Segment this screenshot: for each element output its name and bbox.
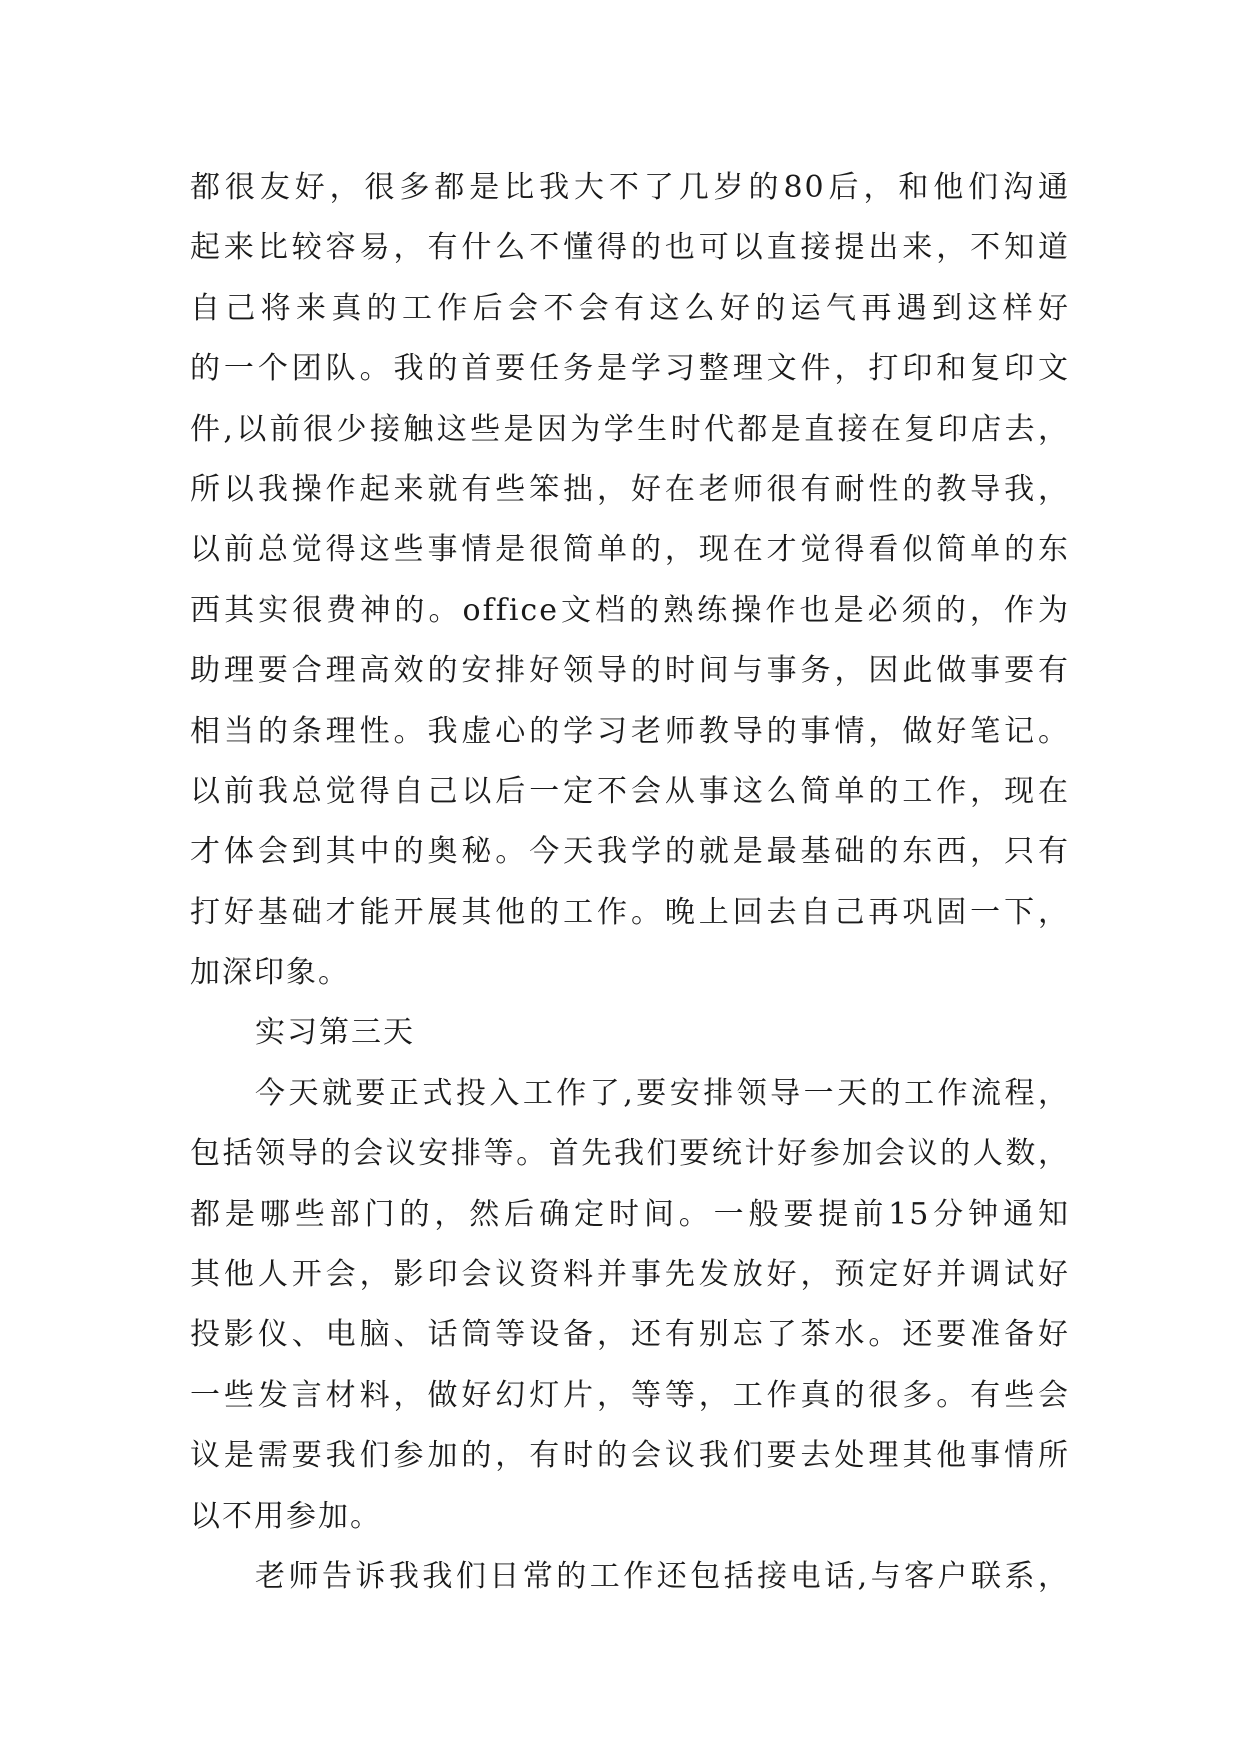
text-line: 才体会到其中的奥秘。今天我学的就是最基础的东西，只有	[190, 834, 1070, 870]
text-line: 西其实很费神的。office文档的熟练操作也是必须的，作为	[190, 592, 1070, 628]
text-line: 打好基础才能开展其他的工作。晚上回去自己再巩固一下，	[190, 894, 1070, 930]
text-line: 件,以前很少接触这些是因为学生时代都是直接在复印店去，	[190, 411, 1070, 447]
text-line: 投影仪、电脑、话筒等设备，还有别忘了茶水。还要准备好	[190, 1317, 1070, 1353]
text-line: 包括领导的会议安排等。首先我们要统计好参加会议的人数，	[190, 1136, 1070, 1172]
text-line: 加深印象。	[190, 955, 350, 991]
text-line: 相当的条理性。我虚心的学习老师教导的事情，做好笔记。	[190, 713, 1070, 749]
text-line: 自己将来真的工作后会不会有这么好的运气再遇到这样好	[190, 290, 1070, 326]
text-line: 以前总觉得这些事情是很简单的，现在才觉得看似简单的东	[190, 532, 1070, 568]
text-line: 都很友好，很多都是比我大不了几岁的80后，和他们沟通	[190, 170, 1070, 205]
text-line: 都是哪些部门的，然后确定时间。一般要提前15分钟通知	[190, 1196, 1070, 1232]
document-body	[190, 158, 1070, 1607]
text-line: 的一个团队。我的首要任务是学习整理文件，打印和复印文	[190, 351, 1070, 387]
text-line: 助理要合理高效的安排好领导的时间与事务，因此做事要有	[190, 653, 1070, 689]
text-line: 以不用参加。	[190, 1498, 382, 1534]
section-heading: 实习第三天	[255, 1015, 415, 1051]
text-line: 以前我总觉得自己以后一定不会从事这么简单的工作，现在	[190, 773, 1070, 809]
text-line: 今天就要正式投入工作了,要安排领导一天的工作流程，	[255, 1075, 1070, 1111]
text-line: 议是需要我们参加的，有时的会议我们要去处理其他事情所	[190, 1438, 1070, 1474]
text-line: 一些发言材料，做好幻灯片，等等，工作真的很多。有些会	[190, 1377, 1070, 1413]
text-line: 老师告诉我我们日常的工作还包括接电话,与客户联系，	[255, 1558, 1070, 1594]
text-line: 所以我操作起来就有些笨拙，好在老师很有耐性的教导我，	[190, 471, 1070, 507]
text-line: 其他人开会，影印会议资料并事先发放好，预定好并调试好	[190, 1257, 1070, 1293]
text-line: 起来比较容易，有什么不懂得的也可以直接提出来，不知道	[190, 230, 1070, 266]
